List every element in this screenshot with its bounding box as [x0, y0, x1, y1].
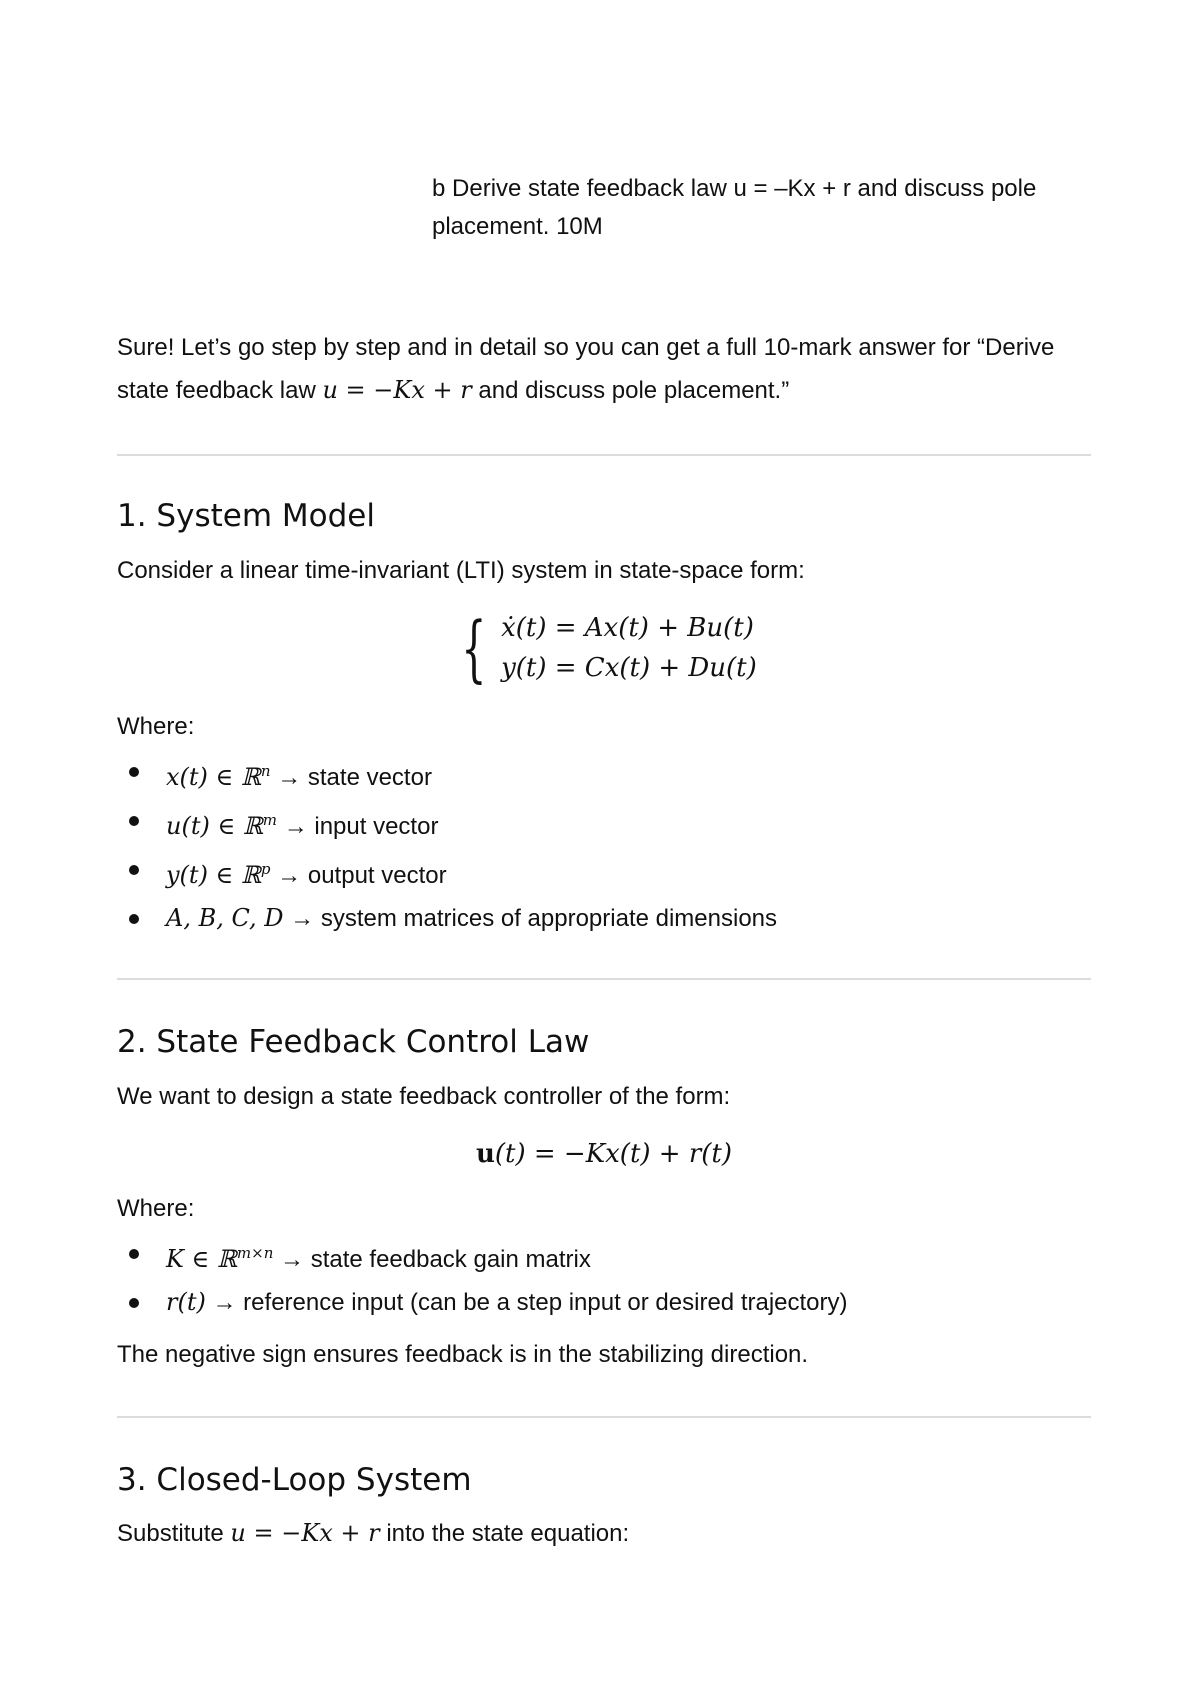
list-item: K ∈ ℝ$^{m\times n}$ → state feedback gain matrix [117, 1232, 1091, 1281]
user-message [432, 170, 1072, 246]
list-item: u(t) ∈ ℝ$^m$ → input vector [117, 799, 1091, 848]
output-equation: y(t) = Cx(t) + Du(t) [501, 653, 757, 683]
section-1-para: Consider a linear time-invariant (LTI) system in state-space form: [117, 557, 805, 584]
section-3-math: u = −Kx + r [230, 1519, 380, 1547]
section-1-heading: 1. System Model [117, 498, 375, 534]
state-space-equation [117, 608, 1091, 688]
user-message-line-1: b Derive state feedback law u = –Kx + r and discuss pole [432, 175, 1037, 202]
feedback-law-equation [117, 1132, 1091, 1176]
intro-math: u = −Kx + r [322, 376, 472, 404]
section-3-text-1: Substitute [117, 1520, 231, 1547]
section-1-where: Where: [117, 713, 195, 740]
intro-text-2: and discuss pole placement.” [471, 377, 790, 404]
intro-text-1: Sure! Let’s go step by step and in detail so you can get a full 10-mark answer for “Derive state feedback law [117, 334, 1055, 404]
section-3-para [117, 1512, 1091, 1555]
section-2-list [117, 1232, 1091, 1324]
section-2-where: Where: [117, 1195, 195, 1222]
list-item: A, B, C, D → system matrices of appropriate dimensions [117, 897, 1091, 940]
divider-2 [117, 978, 1091, 980]
eq-bold-u: u [475, 1139, 495, 1169]
section-3-text-2: into the state equation: [379, 1520, 630, 1547]
list-item: r(t) → reference input (can be a step input or desired trajectory) [117, 1281, 1091, 1324]
list-item: y(t) ∈ ℝ$^p$ → output vector [117, 848, 1091, 897]
cases-brace: { [461, 606, 487, 690]
eq-rest: (t) = −Kx(t) + r(t) [494, 1139, 733, 1169]
section-3-heading: 3. Closed-Loop System [117, 1462, 472, 1498]
divider-1 [117, 454, 1091, 456]
section-1-list [117, 750, 1091, 940]
divider-3 [117, 1416, 1091, 1418]
user-message-line-2: placement. 10M [432, 213, 603, 240]
intro-paragraph [117, 327, 1091, 412]
section-2-para: We want to design a state feedback controller of the form: [117, 1083, 731, 1110]
assistant-response [117, 327, 1091, 1555]
state-equation: ẋ(t) = Ax(t) + Bu(t) [501, 613, 754, 643]
section-2-heading: 2. State Feedback Control Law [117, 1024, 590, 1060]
section-2-note: The negative sign ensures feedback is in the stabilizing direction. [117, 1341, 809, 1368]
list-item: x(t) ∈ ℝ$^n$ → state vector [117, 750, 1091, 799]
